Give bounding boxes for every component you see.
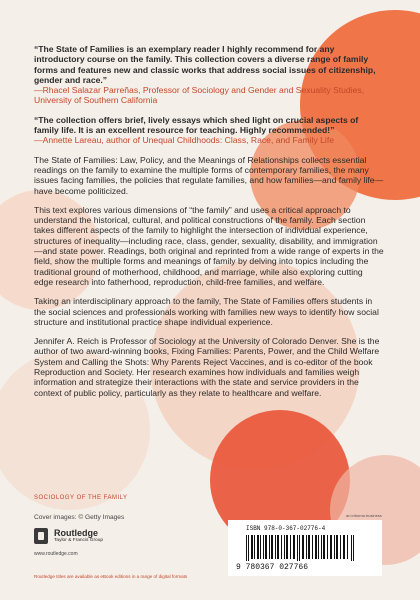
quote-1-attribution: —Rhacel Salazar Parreñas, Professor of Sociology and Gender and Sexuality Studies, University of Southern California bbox=[34, 85, 365, 106]
quote-2 bbox=[34, 115, 384, 146]
barcode-icon bbox=[246, 535, 356, 561]
isbn-label: ISBN 978-0-367-02776-4 bbox=[246, 525, 326, 532]
routledge-logo-icon bbox=[34, 528, 48, 544]
description-paragraph-1: The State of Families: Law, Policy, and the Meanings of Relationships collects essential readings on the family to examine the multiple forms of contemporary families, the many issues facing families, the policies that regulate families, and how families—and family life—have become politicized. bbox=[34, 154, 384, 196]
description-paragraph-2: This text explores various dimensions of “the family” and uses a critical approach to understand the historical, cultural, and political constructions of the family. Each section takes different aspects of the family to highlight the intersection of individual experience, structures of inequality—including race, class, gender, sexuality, disability, and immigration—and state power. Readings, both original and reprinted from a wide range of experts in the field, show the multiple forms and meanings of family by delving into topics including the traditional ground of motherhood, childhood, and marriage, while also exploring cutting edge research into fatherhood, reproduction, child-free families, and welfare. bbox=[34, 204, 384, 287]
author-bio: Jennifer A. Reich is Professor of Sociology at the University of Colorado Denver. She is the author of two award-winning books, Fixing Families: Parents, Power, and the Child Welfare System and Calling the Shots: Why Parents Reject Vaccines, and is co-editor of the book Reproduction and Society. Her research examines how individuals and families weigh information and strategize their interactions with the state and service providers in the context of public policy, particularly as they relate to healthcare and welfare. bbox=[34, 336, 380, 398]
quote-2-text: “The collection offers brief, lively essays which shed light on crucial aspects of family life. It is an excellent resource for teaching. Highly recommended!” bbox=[34, 114, 359, 136]
ebook-footer: Routledge titles are available as eBook editions in a range of digital formats bbox=[34, 574, 188, 579]
quote-1 bbox=[34, 44, 384, 106]
cover-credit: Cover images: © Getty Images bbox=[34, 514, 125, 521]
informa-label: an informa business bbox=[346, 513, 382, 518]
publisher-name: Routledge bbox=[54, 527, 98, 538]
quote-2-attribution: —Annette Lareau, author of Unequal Childhoods: Class, Race, and Family Life bbox=[34, 135, 334, 146]
publisher-sub: Taylor & Francis Group bbox=[54, 537, 104, 543]
quote-1-text: “The State of Families is an exemplary reader I highly recommend for any introductory course on the family. This collection covers a diverse range of family forms and features new and classic works that address social issues of citizenship, gender and race.” bbox=[34, 44, 376, 85]
publisher-url: www.routledge.com bbox=[34, 551, 78, 557]
description-paragraph-3: Taking an interdisciplinary approach to the family, The State of Families offers students in the social sciences and professionals working with families new ways to identify how social structure and institutional practice shape individual experience. bbox=[34, 296, 379, 327]
series-label: SOCIOLOGY OF THE FAMILY bbox=[34, 495, 128, 501]
publisher-logo bbox=[34, 528, 103, 544]
publisher-name-block bbox=[54, 529, 103, 544]
barcode-digits: 9 780367 027766 bbox=[236, 563, 309, 572]
back-cover-text bbox=[34, 44, 384, 407]
